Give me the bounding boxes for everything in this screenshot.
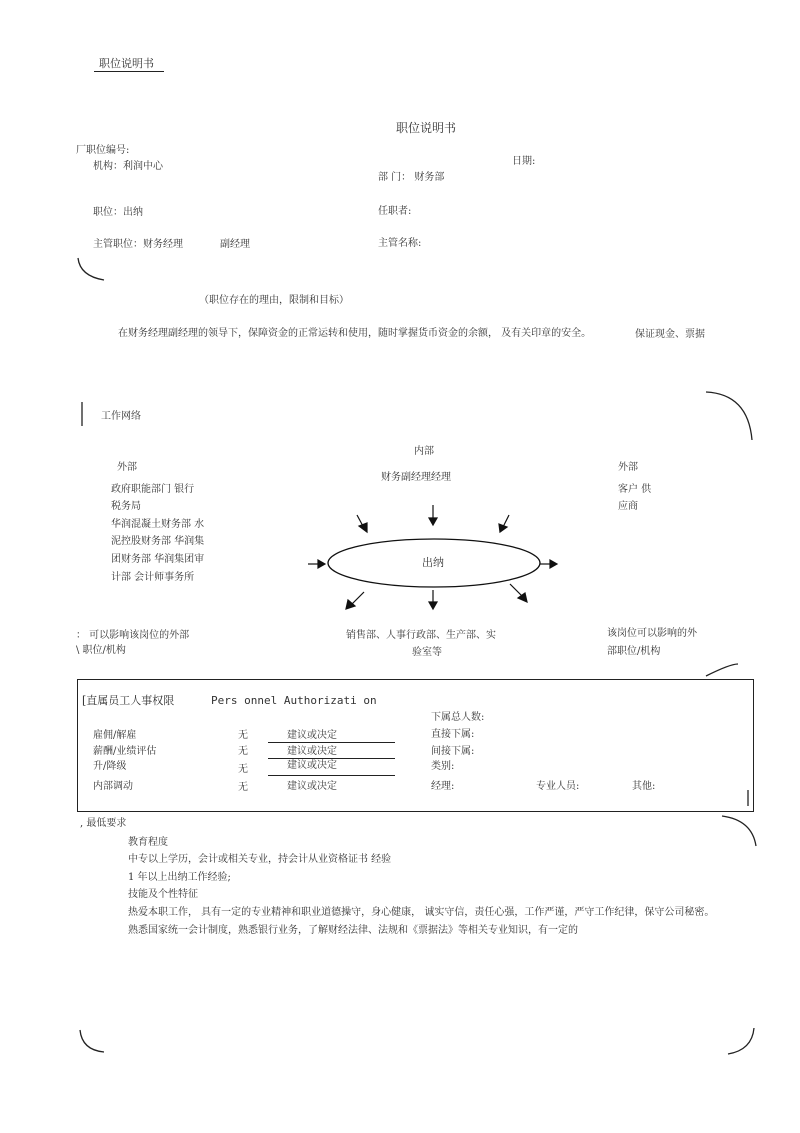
authority-heading-cn: [直属员工人事权限 [82, 694, 175, 707]
bottom-right-caption-cont: 部职位/机构 [607, 646, 661, 657]
external-left-label: 外部 [117, 462, 137, 473]
education-text: 中专以上学历，会计或相关专业，持会计从业资格证书 经验 [128, 854, 392, 865]
authority-row-action: 建议或决定 [287, 730, 337, 741]
authority-heading-en: Pers onnel Authorizati on [211, 694, 377, 707]
corner-arc-bottom-right [728, 1028, 754, 1054]
external-left-item: 政府职能部门 银行 [111, 484, 195, 495]
skills-text: 热爱本职工作， 具有一定的专业精神和职业道德操守，身心健康， 诚实守信，责任心强，工作严谨，严守工作纪律，保守公司秘密。 [128, 907, 715, 918]
authority-row-value: 无 [238, 782, 248, 793]
authority-row-value: 无 [238, 730, 248, 741]
internal-top-node: 财务副经理经理 [381, 472, 451, 483]
authority-row-value: 无 [238, 746, 248, 757]
corner-arc-right-lower [722, 816, 756, 846]
external-left-item: 税务局 [111, 501, 141, 512]
bottom-left-caption-cont: \ 职位/机构 [76, 645, 126, 656]
bottom-center-node: 销售部、人事行政部、生产部、实 [346, 630, 496, 641]
manager-count: 经理: [431, 781, 455, 792]
corner-arc-bottom-left [80, 1030, 104, 1052]
authority-row-value: 无 [238, 764, 248, 775]
authority-row-underline [268, 742, 395, 743]
bottom-left-caption: ： 可以影响该岗位的外部 [76, 630, 190, 641]
date-label: 日期: [512, 156, 536, 167]
bottom-center-node-cont: 验室等 [412, 647, 442, 658]
internal-label: 内部 [414, 446, 434, 457]
authority-row-action: 建议或决定 [287, 760, 337, 771]
education-label: 教育程度 [128, 837, 168, 848]
specialist-count: 专业人员: [536, 781, 580, 792]
running-header: 职位说明书 [99, 57, 154, 70]
supervisor-position-label: 主管职位：财务经理 [93, 239, 183, 250]
corner-arc-right-mid [706, 664, 738, 676]
authority-row-underline [268, 775, 395, 776]
authority-row-label: 升/降级 [93, 761, 127, 772]
network-heading: 工作网络 [101, 411, 141, 422]
authority-row-label: 雇佣/解雇 [93, 730, 137, 741]
org-label: 机构：利润中心 [93, 161, 163, 172]
external-left-item: 团财务部 华润集团审 [111, 554, 205, 565]
indirect-subordinates: 间接下属: [431, 746, 475, 757]
purpose-text-tail: 保证现金、票据 [635, 329, 705, 340]
authority-row-underline [268, 758, 395, 759]
authority-row-label: 薪酬/业绩评估 [93, 746, 157, 757]
bottom-right-caption: 该岗位可以影响的外 [607, 628, 697, 639]
dept-label: 部 门： 财务部 [378, 172, 445, 183]
external-right-item: 客户 供 [618, 484, 652, 495]
external-left-item: 泥控股财务部 华润集 [111, 536, 205, 547]
header-underline [94, 71, 164, 72]
supervisor-position-extra: 副经理 [220, 239, 250, 250]
external-right-label: 外部 [618, 462, 638, 473]
corner-arc-top-left [78, 258, 104, 280]
center-node-label: 出纳 [422, 556, 444, 569]
supervisor-name-label: 主管名称: [378, 238, 422, 249]
experience-text: 1 年以上出纳工作经验; [128, 872, 231, 883]
external-left-item: 华润混凝土财务部 水 [111, 519, 205, 530]
subordinate-category: 类别: [431, 761, 455, 772]
purpose-heading: （职位存在的理由，限制和目标） [199, 295, 349, 306]
page-title: 职位说明书 [396, 121, 457, 135]
authority-row-action: 建议或决定 [287, 781, 337, 792]
purpose-text: 在财务经理副经理的领导下，保障资金的正常运转和使用，随时掌握货币资金的余额， 及有关印章的安全。 [118, 328, 592, 339]
authority-row-label: 内部调动 [93, 781, 133, 792]
authority-row-action: 建议或决定 [287, 746, 337, 757]
other-count: 其他: [632, 781, 656, 792]
holder-label: 任职者: [378, 206, 412, 217]
skills-label: 技能及个性特征 [128, 889, 198, 900]
subordinates-total: 下属总人数: [431, 712, 485, 723]
position-label: 职位：出纳 [93, 207, 143, 218]
corner-arc-right-upper [706, 392, 752, 440]
external-left-item: 计部 会计师事务所 [111, 572, 195, 583]
position-code-label: 厂职位编号: [76, 145, 130, 156]
requirements-heading: , 最低要求 [80, 818, 127, 829]
direct-subordinates: 直接下属: [431, 729, 475, 740]
skills-text-cont: 熟悉国家统一会计制度，熟悉银行业务，了解财经法律、法规和《票据法》等相关专业知识，有一定的 [128, 925, 578, 936]
external-right-item: 应商 [618, 501, 638, 512]
